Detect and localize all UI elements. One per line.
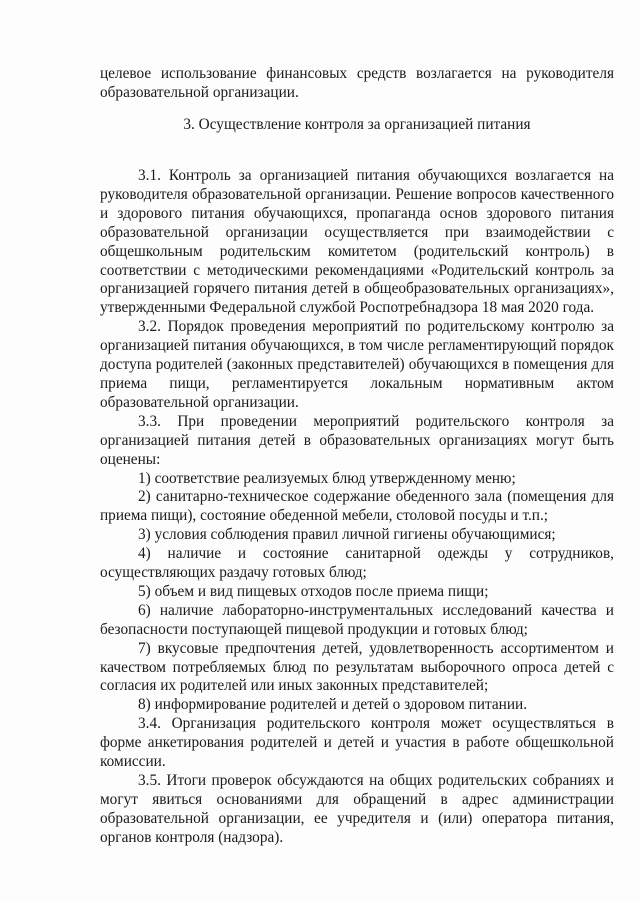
- list-item-7: 7) вкусовые предпочтения детей, удовлетворенность ассортиментом и качеством потребляемых блюд по результатам выборочного опроса детей с согласия их родителей или иных законных представителей;: [100, 639, 614, 695]
- section-heading: 3. Осуществление контроля за организацией питания: [183, 116, 531, 133]
- intro-text: целевое использование финансовых средств возлагается на руководителя образовательной организации.: [100, 65, 614, 101]
- list-item-3: 3) условия соблюдения правил личной гигиены обучающимися;: [138, 526, 556, 544]
- section-heading-block: [100, 116, 614, 135]
- paragraph-3-5: 3.5. Итоги проверок обсуждаются на общих родительских собраниях и могут явиться основаниями для обращений в адрес администрации образовательной организации, ее учредителя и (или) оператора питания, органов контроля (надзора).: [100, 772, 614, 846]
- list-item-4: 4) наличие и состояние санитарной одежды у сотрудников, осуществляющих раздачу готовых блюд;: [100, 545, 614, 582]
- paragraph-3-4: 3.4. Организация родительского контроля может осуществляться в форме анкетирования родителей и детей и участия в работе общешкольной комиссии.: [100, 715, 614, 771]
- intro-paragraph-block: [100, 65, 614, 103]
- paragraph-3-3: 3.3. При проведении мероприятий родительского контроля за организацией питания детей в образовательных организациях могут быть оценены:: [100, 412, 614, 468]
- list-item-6: 6) наличие лабораторно-инструментальных исследований качества и безопасности поступающей пищевой продукции и готовых блюд;: [100, 601, 614, 638]
- list-item-1: 1) соответствие реализуемых блюд утвержденному меню;: [138, 469, 516, 487]
- paragraph-3-2: 3.2. Порядок проведения мероприятий по родительскому контролю за организацией питания обучающихся, в том числе регламентирующий порядок доступа родителей (законных представителей) обучающихся в помещения для приема пищи, регламентируется локальным нормативным актом образовательной организации.: [100, 318, 614, 411]
- list-item-5: 5) объем и вид пищевых отходов после приема пищи;: [138, 582, 489, 600]
- list-item-2: 2) санитарно-техническое содержание обеденного зала (помещения для приема пищи), состояние обеденной мебели, столовой посуды и т.п.;: [100, 488, 614, 525]
- list-item-8: 8) информирование родителей и детей о здоровом питании.: [138, 696, 528, 714]
- paragraph-3-1: 3.1. Контроль за организацией питания обучающихся возлагается на руководителя образовательной организации. Решение вопросов качественного и здорового питания обучающихся, пропаганда основ здорового питания образовательной организации осуществляется при взаимодействии с общешкольным родительским комитетом (родительский контроль) в соответствии с методическими рекомендациями «Родительский контроль за организацией горячего питания детей в общеобразовательных организациях», утвержденными Федеральной службой Роспотребнадзора 18 мая 2020 года.: [100, 167, 614, 317]
- section-body: [100, 167, 614, 848]
